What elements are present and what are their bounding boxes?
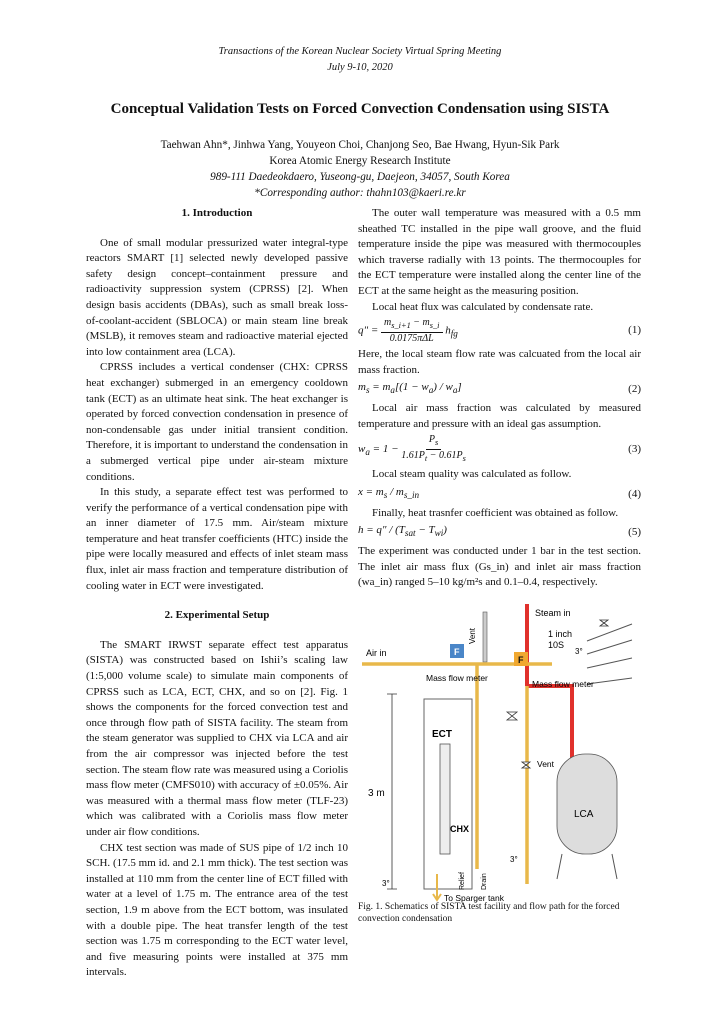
conference-header [0, 44, 720, 76]
height-marker [387, 694, 397, 889]
paragraph: Local air mass fraction was calculated by measured temperature and pressure with an ideal gas assumption. [358, 402, 641, 430]
drain-label: Drain [481, 873, 488, 890]
lca-label: LCA [574, 809, 594, 820]
vent-pipe [483, 612, 487, 662]
equation-3: $w_a = 1$ − $\frac{P_s}{1.61P_t - 0.61P_s}$ (3) [358, 434, 641, 464]
author-names: Taehwan Ahn*, Jinhwa Yang, Youyeon Choi, Chanjong Seo, Bae Hwang, Hyun-Sik Park [160, 139, 560, 151]
angle-label-top: 3° [575, 647, 583, 656]
valve-icon [522, 762, 530, 768]
air-in-label: Air in [366, 648, 387, 658]
paragraph: In this study, a separate effect test was performed to verify the performance of a vertical condensation pipe with an inner diameter of 17.5 mm. Air/steam mixture temperature and heat transfer coefficients (HTC) inside the pipe were locally measured and effects of inlet steam mass flux, inlet air mass fraction and temperature distribution of cooling water in ECT were investigated. [86, 486, 348, 592]
lca-vessel [557, 754, 617, 854]
sista-schematic-figure [362, 604, 634, 904]
arrow-down-icon [433, 874, 441, 900]
paragraph: Finally, heat trasnfer coefficient was obtained as follow. [372, 506, 619, 519]
steam-meter-f: F [518, 655, 524, 665]
valve-icon [600, 620, 608, 626]
ect-label: ECT [432, 729, 452, 740]
conference-name: Transactions of the Korean Nuclear Society Virtual Spring Meeting [218, 46, 502, 57]
paragraph: The SMART IRWST separate effect test apparatus (SISTA) was constructed based on Ishii’s scaling law (1:5,000 volume scale) to simulate main components of CPRSS such as LCA, ECT, CHX, and so on [2]. Fig. 1 shows the components for the forced convection test and once through flow path of SISTA facility. The steam from the steam generator was supplied to CHX via LCA and air from the air compressor was injected before the test section. The steam flow rate was measured using a Coriolis mass flow meter (CMFS010) with accuracy of ±0.05%. Air was measured with a thermal mass flow meter (TLF-23) which was calibrated with a Coriolis mass flow meter under air flow conditions. [86, 638, 348, 838]
author-block [0, 137, 720, 201]
hatch-lines [587, 624, 632, 684]
paragraph: The experiment was conducted under 1 bar in the test section. The inlet air mass flux (Gs_in) and inlet air mass fraction (wa_in) ranged 5–10 kg/m²s and 0.1–0.4, respectively. [358, 545, 641, 589]
air-line [362, 664, 552, 884]
equation-5: h = q" / $(T_{sat} - T_{wi})$ (5) [358, 524, 641, 539]
chx-pipe [440, 744, 450, 854]
equation-number: (2) [628, 382, 641, 395]
relief-label: Relief [459, 872, 466, 890]
lca-legs [557, 854, 617, 879]
air-meter-f: F [454, 647, 460, 657]
steam-in-label: Steam in [535, 608, 571, 618]
mass-flow-meter-label-steam: Mass flow meter [532, 679, 594, 689]
right-column [358, 206, 641, 591]
equation-number: (5) [628, 525, 641, 538]
pipe-size-label: 1 inch [548, 629, 573, 639]
mass-flow-meter-label-air: Mass flow meter [426, 673, 488, 683]
sparger-label: To Sparger tank [444, 893, 505, 903]
vent-label: Vent [468, 627, 477, 644]
chx-label: CHX [450, 824, 470, 834]
paragraph: Local heat flux was calculated by condensate rate. [372, 300, 594, 313]
figure-caption: Fig. 1. Schematics of SISTA test facility and flow path for the forced convection condensation [358, 902, 620, 924]
vent-label-2: Vent [537, 759, 555, 769]
paper-title: Conceptual Validation Tests on Forced Convection Condensation using SISTA [110, 101, 610, 117]
pipe-sch-label: 10S [548, 640, 565, 650]
equation-4: $x = m_s / m_{s\_in}$ (4) [358, 485, 641, 501]
height-label: 3 m [368, 788, 385, 799]
equation-number: (3) [628, 443, 641, 456]
corresponding-author: *Corresponding author: thahn103@kaeri.re.kr [254, 187, 466, 199]
angle-label-mid: 3° [510, 855, 518, 864]
valve-icon [507, 712, 517, 720]
paragraph: CPRSS includes a vertical condenser (CHX: CPRSS heat exchanger) submerged in an emergency cooldown tank (ECT) as an ultimate heat sink. The heat exchanger is operated by forced convection condensation in presence of non-condensable gas under initial transient condition. Therefore, it is important to understand the condensation in a submerged vertical pipe under air-steam mixture conditions. [86, 361, 348, 483]
paragraph: The outer wall temperature was measured with a 0.5 mm sheathed TC installed in the pipe wall groove, and the fluid temperature inside the pipe was measured with thermocouples which traverse radially with 13 points. The thermocouples for the ECT temperature were installed along the center line of the ECT at the same height as the measuring position. [358, 207, 641, 297]
paragraph: Here, the local steam flow rate was calcuated from the local air mass fraction. [358, 348, 641, 376]
equation-2: $m_s = m_a[(1 - w_a) / w_a]$ (2) [358, 381, 641, 396]
author-address: 989-111 Daedeokdaero, Yuseong-gu, Daejeon, 34057, South Korea [210, 171, 510, 183]
paragraph: Local steam quality was calculated as follow. [372, 468, 572, 481]
equation-number: (1) [628, 324, 641, 337]
angle-label-bottom: 3° [382, 879, 390, 888]
left-column [86, 206, 348, 981]
conference-date: July 9-10, 2020 [327, 62, 393, 73]
paragraph: CHX test section was made of SUS pipe of 1/2 inch 10 SCH. (17.5 mm id. and 2.1 mm thick). The test section was installed at 110 mm from the center line of ECT filled with water at a level of 1.75 m. The entrance area of the test section, 1.9 m above from the ECT bottom, was insulated with a double pipe. The heat transfer length of the test section was 1.75 m corresponding to the ECT water level, and five measuring points were installed at 375 mm intervals. [86, 841, 348, 979]
equation-number: (4) [628, 487, 641, 500]
paragraph: One of small modular pressurized water integral-type reactors SMART [1] selected newly developed passive safety design concept–containment pressure and radioactivity suppression system (CPRSS) [2]. When design basis accidents (DBAs), such as small break loss-of-coolant-accident (SBLOCA) or main steam line break (MSLB), it removes steam and radioactive material ejected into low containment area (LCA). [86, 236, 348, 358]
author-institute: Korea Atomic Energy Research Institute [269, 155, 451, 167]
equation-1: q" = $\frac{m_{s\_i+1} - m_{s\_i}}{\text{0.0175πΔL}}$ $h_{fg}$ (1) [358, 317, 641, 345]
section-heading-introduction: 1. Introduction [181, 207, 253, 219]
section-heading-setup: 2. Experimental Setup [164, 609, 270, 622]
